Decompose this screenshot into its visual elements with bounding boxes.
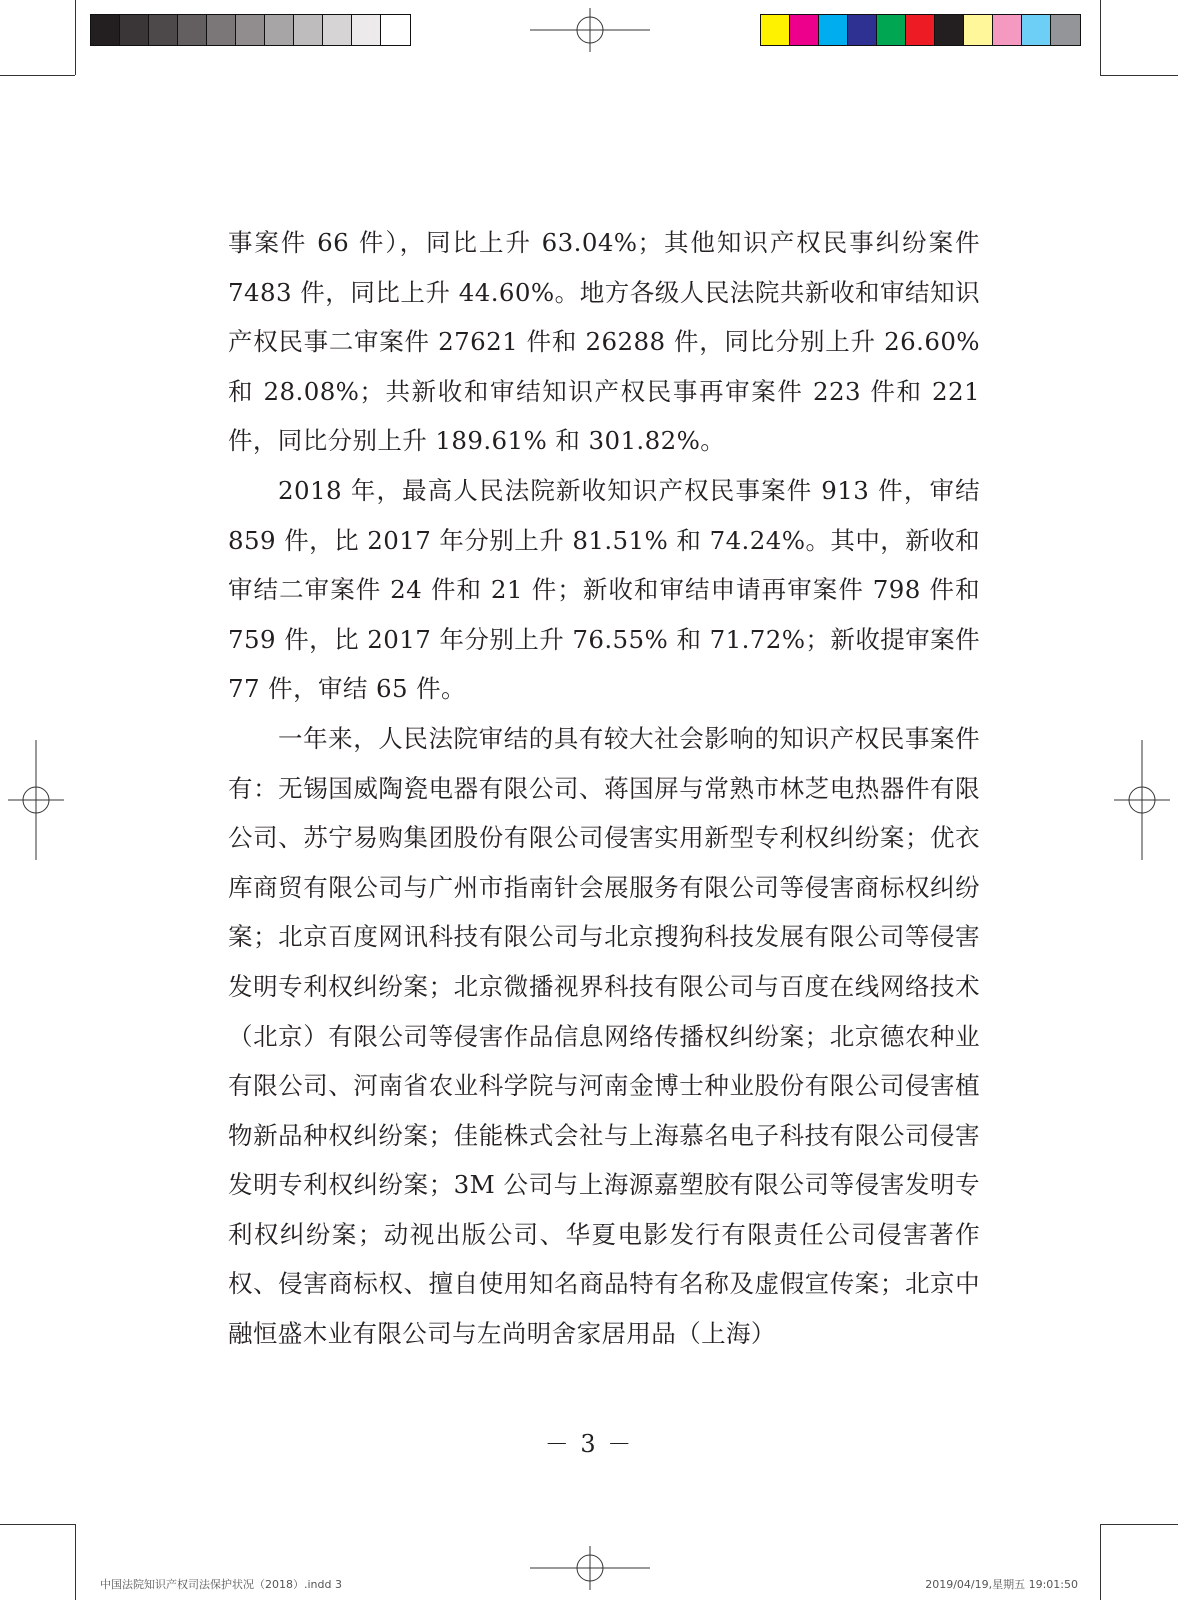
color-swatch [790, 15, 819, 45]
paragraph-continued: 事案件 66 件），同比上升 63.04%；其他知识产权民事纠纷案件 7483 件，同比上升 44.60%。地方各级人民法院共新收和审结知识产权民事二审案件 27621 件和 26288 件，同比分别上升 26.60% 和 28.08%；共新收和审结知识产权民事再审案件 223 件和 221 件，同比分别上升 189.61% 和 301.82%。 [228, 228, 980, 456]
grayscale-color-bar [90, 14, 411, 46]
crop-mark [75, 0, 76, 1]
process-color-bar [760, 14, 1081, 46]
color-swatch [207, 15, 236, 45]
crop-mark [1100, 1524, 1101, 1600]
registration-mark-bottom [530, 1546, 650, 1590]
color-swatch [149, 15, 178, 45]
color-swatch [178, 15, 207, 45]
color-swatch [323, 15, 352, 45]
crop-mark [1100, 1524, 1178, 1525]
registration-mark-right [1114, 740, 1170, 860]
color-swatch [848, 15, 877, 45]
crop-mark [0, 75, 75, 76]
crop-mark [1100, 75, 1178, 76]
page-number: － 3 － [544, 1430, 634, 1458]
crop-mark [75, 0, 76, 75]
color-swatch [761, 15, 790, 45]
color-swatch [819, 15, 848, 45]
paragraph-notable-cases: 一年来，人民法院审结的具有较大社会影响的知识产权民事案件有：无锡国威陶瓷电器有限公司、蒋国屏与常熟市林芝电热器件有限公司、苏宁易购集团股份有限公司侵害实用新型专利权纠纷案；优衣库商贸有限公司与广州市指南针会展服务有限公司等侵害商标权纠纷案；北京百度网讯科技有限公司与北京搜狗科技发展有限公司等侵害发明专利权纠纷案；北京微播视界科技有限公司与百度在线网络技术（北京）有限公司等侵害作品信息网络传播权纠纷案；北京德农种业有限公司、河南省农业科学院与河南金博士种业股份有限公司侵害植物新品种权纠纷案；佳能株式会社与上海慕名电子科技有限公司侵害发明专利权纠纷案；3M 公司与上海源嘉塑胶有限公司等侵害发明专利权纠纷案；动视出版公司、华夏电影发行有限责任公司侵害著作权、侵害商标权、擅自使用知名商品特有名称及虚假宣传案；北京中融恒盛木业有限公司与左尚明舍家居用品（上海） [228, 723, 980, 1349]
slug-timestamp: 2019/04/19,星期五 19:01:50 [925, 1578, 1078, 1591]
document-body [228, 218, 980, 1359]
color-swatch [91, 15, 120, 45]
color-swatch [236, 15, 265, 45]
color-swatch [1022, 15, 1051, 45]
slug-file-name: 中国法院知识产权司法保护状况（2018）.indd 3 [100, 1578, 342, 1591]
color-swatch [265, 15, 294, 45]
color-swatch [964, 15, 993, 45]
color-swatch [993, 15, 1022, 45]
registration-mark-left [8, 740, 64, 860]
color-swatch [294, 15, 323, 45]
color-swatch [352, 15, 381, 45]
color-swatch [120, 15, 149, 45]
crop-mark [1100, 0, 1101, 75]
crop-mark [0, 1524, 75, 1525]
paragraph-supreme-court-stats: 2018 年，最高人民法院新收知识产权民事案件 913 件，审结 859 件，比 2017 年分别上升 81.51% 和 74.24%。其中，新收和审结二审案件 24 件和 21 件；新收和审结申请再审案件 798 件和 759 件，比 2017 年分别上升 76.55% 和 71.72%；新收提审案件 77 件，审结 65 件。 [228, 475, 980, 704]
crop-mark [75, 1524, 76, 1600]
color-swatch [906, 15, 935, 45]
color-swatch [1051, 15, 1080, 45]
color-swatch [877, 15, 906, 45]
color-swatch [381, 15, 410, 45]
registration-mark-top [530, 8, 650, 52]
color-swatch [935, 15, 964, 45]
